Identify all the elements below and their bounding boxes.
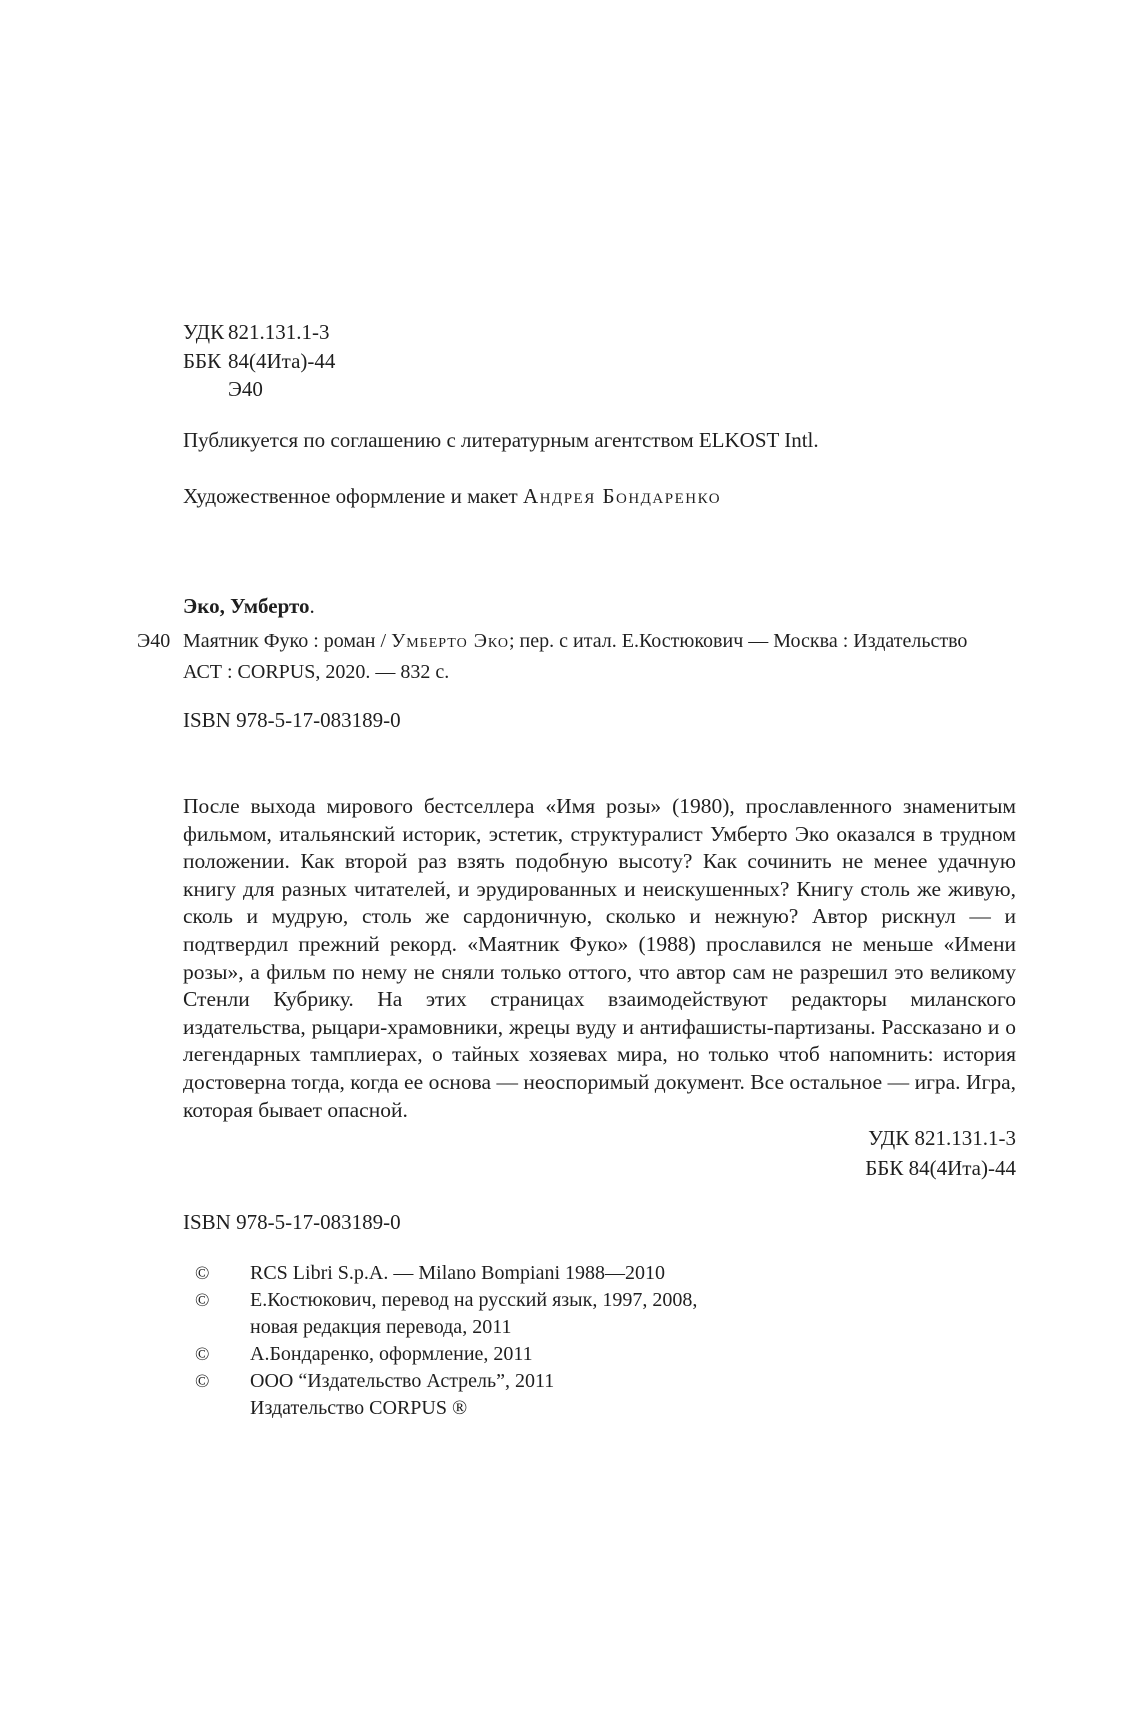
copyright-symbol-spacer: [195, 1314, 250, 1341]
copyright-text-continuation: Издательство CORPUS ®: [250, 1397, 468, 1419]
author-mark-spacer: [183, 375, 228, 404]
author-mark: Э40: [228, 377, 263, 401]
catalog-codes-bottom: [865, 1124, 1016, 1183]
udk-label: УДК: [183, 320, 225, 344]
record-title: Маятник Фуко : роман /: [183, 630, 392, 652]
copyright-text: ООО “Издательство Астрель”, 2011: [250, 1370, 555, 1392]
annotation-paragraph: После выхода мирового бестселлера «Имя розы» (1980), прославленного знаменитым фильмом, итальянский историк, эстетик, структуралист Умберто Эко оказался в трудном положении. Как второй раз взять подобную высоту? Как сочинить не менее удачную книгу для разных читателей, и эрудированных и неискушенных? Книгу столь же живую, сколь и мудрую, столь же сардоничную, сколько и нежную? Автор рискнул — и подтвердил прежний рекорд. «Маятник Фуко» (1988) прославился не меньше «Имени розы», а фильм по нему не сняли только оттого, что автор сам не разрешил это великому Стенли Кубрику. На этих страницах взаимодействуют редакторы миланского издательства, рыцари-храмовники, жрецы вуду и антифашисты-партизаны. Рассказано и о легендарных тамплиерах, о тайных хозяевах мира, но только чтоб напомнить: история достоверна тогда, когда ее основа — неоспоримый документ. Все остальное — игра. Игра, которая бывает опасной.: [183, 794, 1016, 1122]
isbn-upper: ISBN 978-5-17-083189-0: [183, 708, 401, 732]
copyright-block: [195, 1260, 697, 1422]
udk-value: 821.131.1-3: [228, 320, 330, 344]
copyright-text: Е.Костюкович, перевод на русский язык, 1997, 2008,: [250, 1289, 698, 1311]
copyright-text: RCS Libri S.p.A. — Milano Bompiani 1988—2010: [250, 1262, 666, 1284]
copyright-text-continuation: новая редакция перевода, 2011: [250, 1316, 512, 1338]
record-line-2: АСТ : CORPUS, 2020. — 832 с.: [183, 661, 450, 683]
record-imprint: ; пер. с итал. Е.Костюкович — Москва : Издательство: [509, 630, 968, 652]
catalog-codes-top: [183, 318, 335, 404]
isbn-lower: ISBN 978-5-17-083189-0: [183, 1210, 401, 1234]
catalog-record: [137, 626, 968, 688]
record-line-1: [183, 626, 967, 657]
udk-bottom: УДК 821.131.1-3: [868, 1126, 1016, 1150]
copyright-symbol: ©: [195, 1263, 210, 1284]
author-heading: [183, 594, 315, 619]
bbk-value: 84(4Ита)-44: [228, 348, 336, 373]
author-heading-name: Эко, Умберто: [183, 594, 310, 618]
author-heading-period: .: [309, 594, 315, 618]
bbk-label: ББК: [183, 348, 222, 373]
copyright-symbol-spacer: [195, 1395, 250, 1422]
design-note: [183, 484, 721, 509]
copyright-symbol: ©: [195, 1371, 210, 1392]
design-note-text: Художественное оформление и макет: [183, 484, 523, 508]
agency-note: Публикуется по соглашению с литературным агентством ELKOST Intl.: [183, 428, 819, 452]
copyright-text: А.Бондаренко, оформление, 2011: [250, 1343, 533, 1365]
margin-author-mark: Э40: [137, 630, 171, 652]
designer-name: Андрея Бондаренко: [522, 484, 722, 508]
record-author: Умберто Эко: [391, 630, 509, 652]
copyright-symbol: ©: [195, 1344, 210, 1365]
bbk-bottom: ББК 84(4Ита)-44: [865, 1155, 1016, 1180]
copyright-symbol: ©: [195, 1290, 210, 1311]
